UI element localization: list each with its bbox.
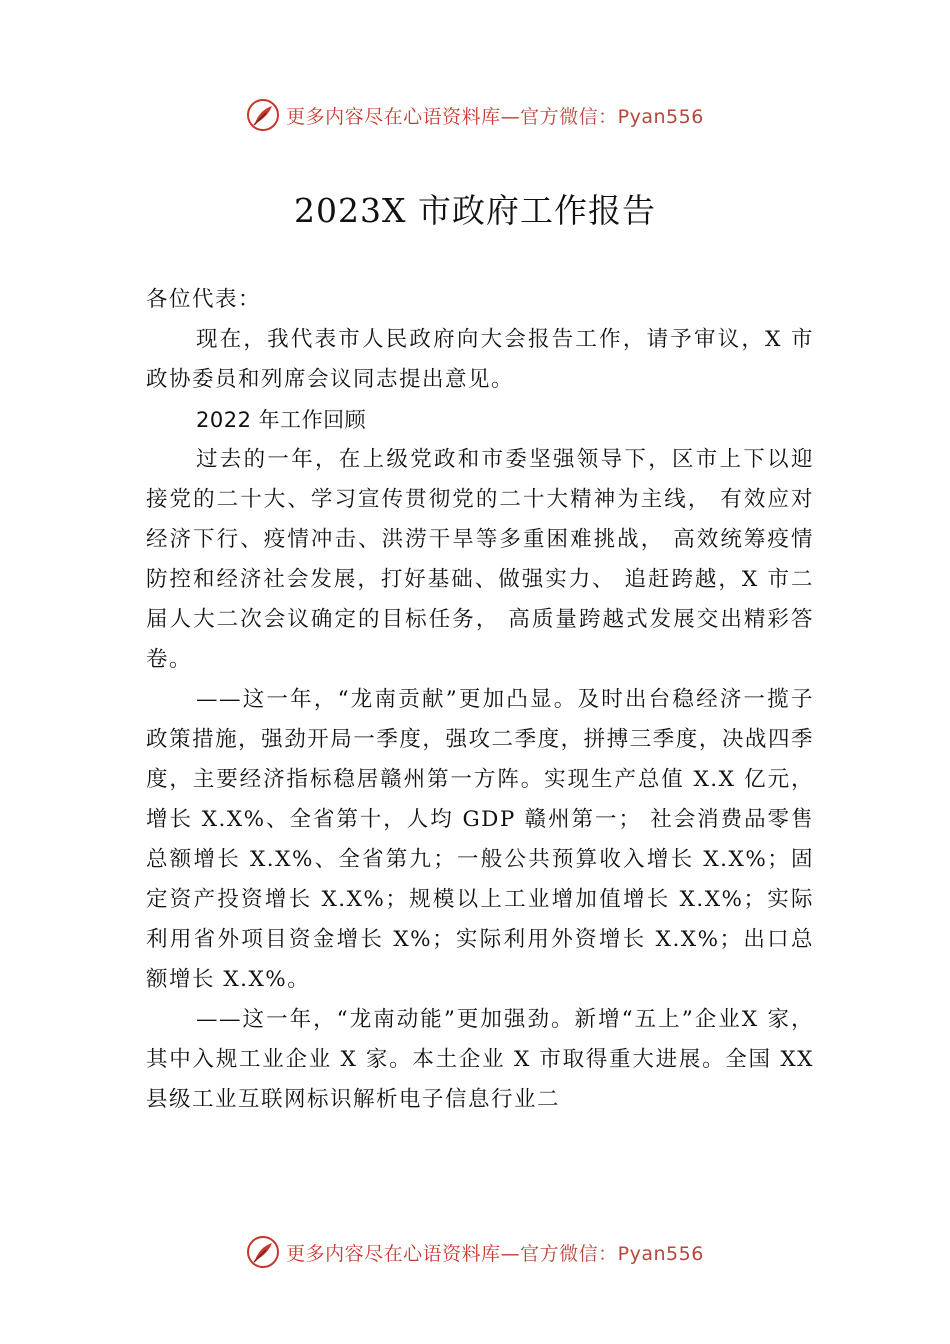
banner-text [286, 1239, 704, 1266]
paragraph: ——这一年，“龙南动能”更加强劲。新增“五上”企业X 家，其中入规工业企业 X 家。本土企业 X 市取得重大进展。全国 XX 县级工业互联网标识解析电子信息行业二 [146, 1007, 814, 1112]
paragraph: ——这一年，“龙南贡献”更加凸显。及时出台稳经济一揽子政策措施，强劲开局一季度，强攻二季度，拼搏三季度，决战四季度，主要经济指标稳居赣州第一方阵。实现生产总值 X.X 亿元，增长 X.X%、全省第十，人均 GDP 赣州第一； 社会消费品零售总额增长 X.X%、全省第九；一般公共预算收入增长 X.X%；固定资产投资增长 X.X%；规模以上工业增加值增长 X.X%；实际利用省外项目资金增长 X%；实际利用外资增长 X.X%；出口总额增长 X.X%。 [146, 687, 814, 992]
feather-logo-icon [246, 1235, 280, 1269]
paragraph: 过去的一年，在上级党政和市委坚强领导下，区市上下以迎接党的二十大、学习宣传贯彻党的二十大精神为主线， 有效应对经济下行、疫情冲击、洪涝干旱等多重困难挑战， 高效统筹疫情防控和经济社会发展，打好基础、做强实力、 追赶跨越，X 市二届人大二次会议确定的目标任务， 高质量跨越式发展交出精彩答卷。 [146, 447, 814, 672]
footer-banner [0, 1232, 950, 1272]
section-heading: 2022 年工作回顾 [196, 408, 367, 432]
banner-library-text: 更多内容尽在心语资料库 [286, 1242, 501, 1265]
banner-wechat-text: 官方微信：Pyan556 [520, 1242, 704, 1265]
banner-library-text: 更多内容尽在心语资料库 [286, 105, 501, 128]
banner-dash: — [500, 105, 521, 128]
banner-dash: — [500, 1242, 521, 1265]
banner-wechat-text: 官方微信：Pyan556 [520, 105, 704, 128]
header-banner [0, 95, 950, 135]
feather-logo-icon [246, 98, 280, 132]
document-body [146, 280, 814, 1120]
paragraph: 现在，我代表市人民政府向大会报告工作，请予审议，X 市政协委员和列席会议同志提出意见。 [146, 327, 814, 392]
salutation: 各位代表： [146, 287, 262, 312]
document-title: 2023X 市政府工作报告 [294, 191, 656, 230]
banner-text [286, 102, 704, 129]
